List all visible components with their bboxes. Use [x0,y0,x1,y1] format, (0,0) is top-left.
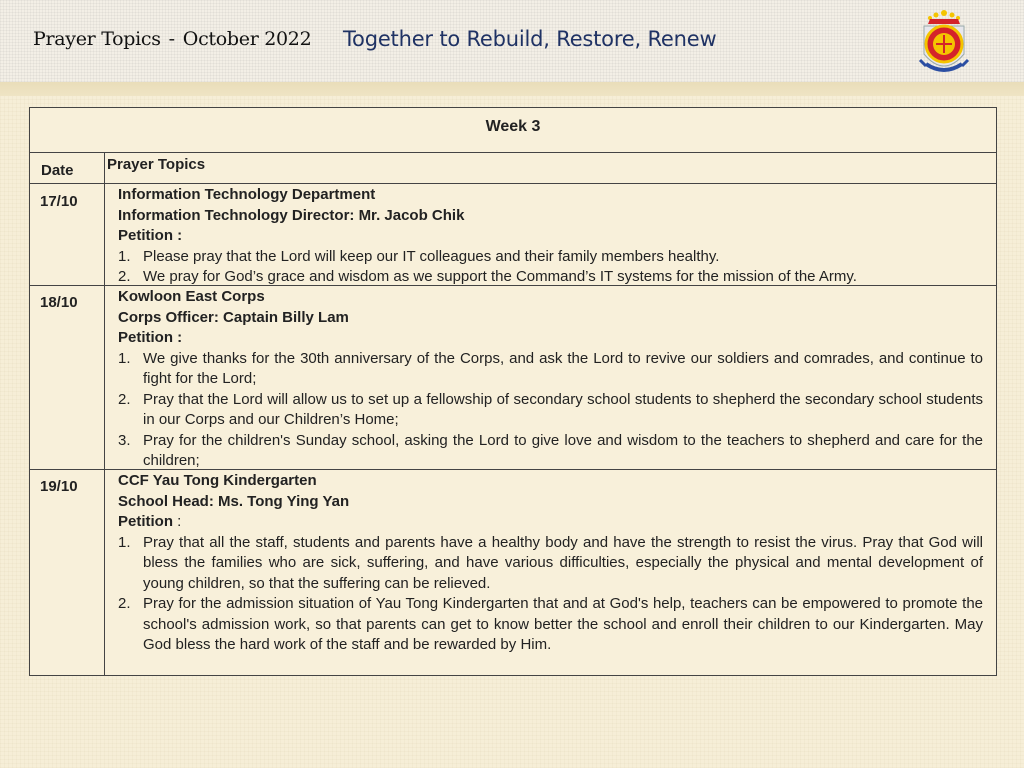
row-date: 19/10 [40,478,78,495]
list-item: 3. Pray for the children's Sunday school, asking the Lord to give love and wisdom to the teachers to shepherd and care for the children; [118,431,983,469]
row-content [118,185,983,288]
list-item: 2. Pray that the Lord will allow us to set up a fellowship of secondary school students to shepherd the secondary school students in our Corps and our Children’s Home; [118,390,983,428]
table-row [30,470,996,675]
list-item: 2. We pray for God’s grace and wisdom as we support the Command’s IT systems for the mission of the Army. [118,268,857,285]
header-divider [0,82,1024,96]
list-item: 2. Pray for the admission situation of Yau Tong Kindergarten that and at God's help, teachers can be empowered to promote the school's admission work, so that parents can get to know better the school and enroll their children to our Kindergarten. May God bless the hard work of the staff and be rewarded by Him. [118,595,983,653]
row-date: 18/10 [40,294,78,311]
leader-name: Information Technology Director: Mr. Jacob Chik [118,206,465,224]
petition-label: Petition : [118,227,183,244]
petition-label: Petition : [118,513,182,530]
week-header-row [30,108,996,153]
page-title: Prayer Topics - October 2022 [33,28,312,50]
petition-label: Petition : [118,329,183,346]
theme-title: Together to Rebuild, Restore, Renew [343,27,717,51]
petition-list [118,349,983,472]
list-item: 1. Pray that all the staff, students and parents have a healthy body and have the strength to resist the virus. Pray that God will bless the families who are sick, suffering, and have various difficulties, especially the physical and mental development of young children, so that the suffering can be relieved. [118,533,983,592]
row-content [118,287,983,472]
row-content [118,471,983,656]
date-column-header: Date [41,162,74,179]
list-item: 1. Please pray that the Lord will keep our IT colleagues and their family members healthy. [118,247,720,265]
table-row [30,184,996,286]
column-header-row [30,153,996,184]
table-row [30,286,996,470]
org-name: Information Technology Department [118,186,376,203]
petition-list [118,247,983,288]
slide-header [0,0,1024,82]
week-label: Week 3 [485,118,541,135]
org-name: Kowloon East Corps [118,288,265,305]
row-date: 17/10 [40,193,78,210]
org-name: CCF Yau Tong Kindergarten [118,472,317,489]
petition-list [118,533,983,656]
list-item: 1. We give thanks for the 30th anniversary of the Corps, and ask the Lord to revive our soldiers and comrades, and continue to fight for the Lord; [118,349,983,387]
leader-name: Corps Officer: Captain Billy Lam [118,308,349,326]
leader-name: School Head: Ms. Tong Ying Yan [118,492,350,510]
topics-column-header: Prayer Topics [107,156,206,173]
prayer-table [29,107,997,676]
salvation-army-crest-logo [914,4,974,80]
